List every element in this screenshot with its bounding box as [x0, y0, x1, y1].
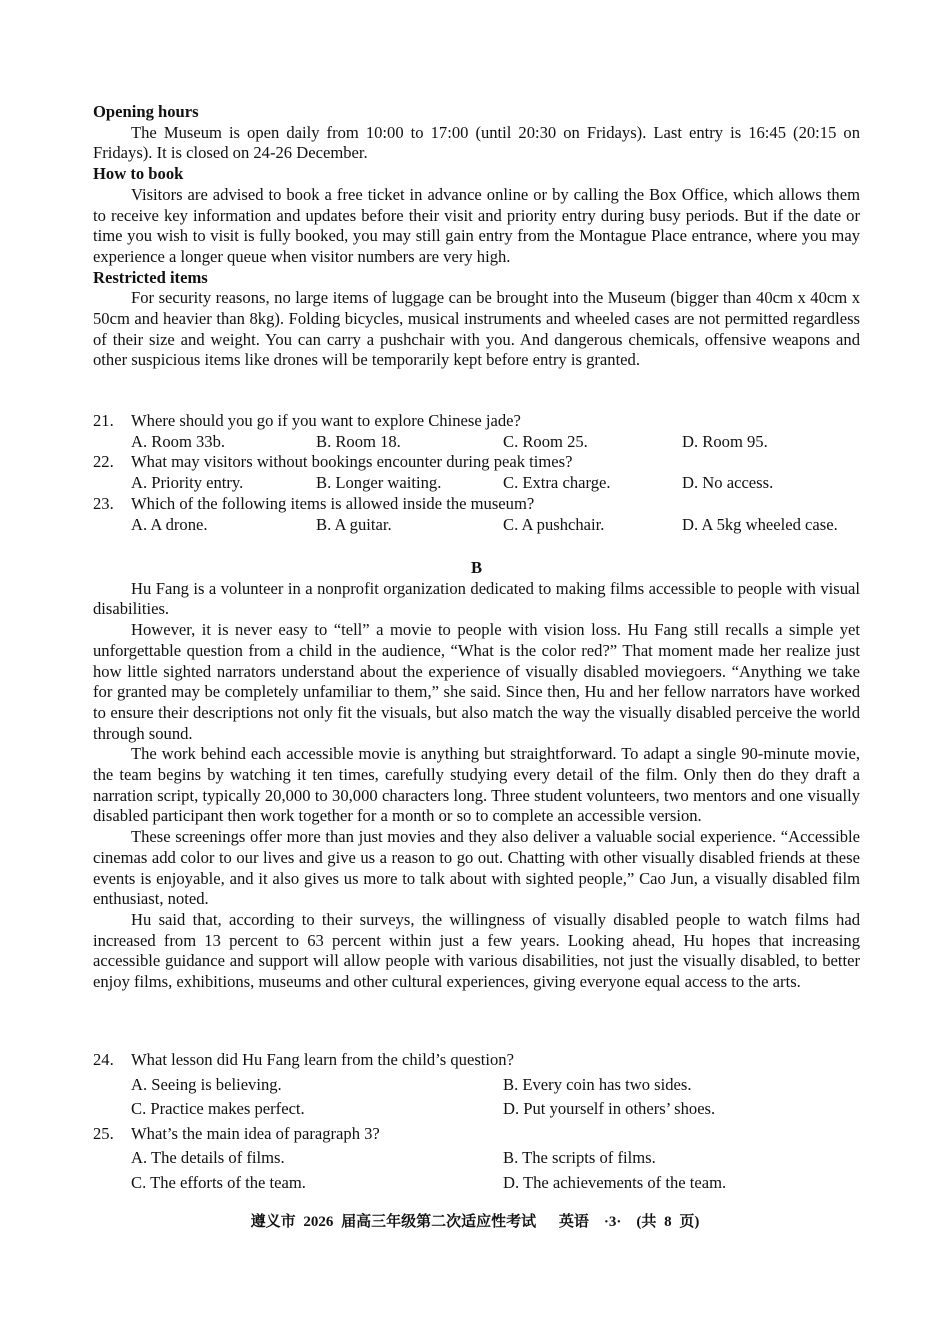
answer-option: B. The scripts of films.	[503, 1148, 656, 1167]
answer-option: A. A drone.	[131, 514, 208, 534]
how-to-book-heading: How to book	[93, 164, 184, 184]
answer-option: C. Practice makes perfect.	[131, 1099, 305, 1118]
answer-option: D. Put yourself in others’ shoes.	[503, 1099, 716, 1118]
answer-option: B. Every coin has two sides.	[503, 1074, 692, 1094]
answer-option: C. Extra charge.	[503, 473, 611, 493]
passage-paragraph: These screenings offer more than just movies and they also deliver a valuable social experience. “Accessible cinemas add color to our lives and give us a reason to go out. Chatting with other visually disabled friends at these events is enjoyable, and it also gives us more to talk about with sighted people,” Cao Jun, a visually disabled film enthusiast, noted.	[93, 827, 860, 909]
answer-option: B. A guitar.	[316, 514, 392, 534]
section-a-text	[93, 102, 860, 371]
question-22	[93, 452, 860, 473]
question-24	[93, 1048, 860, 1073]
question-number: 23.	[93, 493, 114, 513]
answer-options	[131, 515, 898, 536]
passage-paragraph: However, it is never easy to “tell” a movie to people with vision loss. Hu Fang still recalls a simple yet unforgettable question from a child in the audience, “What is the color red?” That moment made her realize just how little sighted narrators understand about the experience of visually disabled moviegoers. “Anything we take for granted may be completely unfamiliar to them,” she said. Since then, Hu and her fellow narrators have worked to ensure their descriptions not only fit the visuals, but also match the way the visually disabled perceive the world through sound.	[93, 620, 860, 743]
answer-option: D. The achievements of the team.	[503, 1172, 727, 1192]
answer-option: B. Room 18.	[316, 431, 401, 451]
question-number: 22.	[93, 452, 114, 472]
question-text: What may visitors without bookings encounter during peak times?	[131, 452, 573, 472]
questions-24-25	[93, 1048, 860, 1195]
answer-options	[131, 432, 898, 453]
answer-option: C. Room 25.	[503, 431, 588, 451]
answer-options	[131, 1146, 898, 1195]
answer-options	[131, 473, 898, 494]
answer-option: C. The efforts of the team.	[131, 1172, 306, 1192]
opening-hours-heading: Opening hours	[93, 102, 199, 121]
passage-paragraph: Hu said that, according to their surveys, the willingness of visually disabled people to watch films had increased from 13 percent to 63 percent within just a few years. Looking ahead, Hu hopes that increasing accessible guidance and support will allow people with various disabilities, not just the visually disabled, to better enjoy films, exhibitions, museums and other cultural experiences, giving everyone equal access to the arts.	[93, 909, 860, 992]
questions-21-23	[93, 411, 860, 535]
question-text: What’s the main idea of paragraph 3?	[131, 1123, 380, 1143]
question-number: 21.	[93, 411, 114, 430]
question-text: What lesson did Hu Fang learn from the child’s question?	[131, 1050, 514, 1069]
how-to-book-text: Visitors are advised to book a free ticket in advance online or by calling the Box Office, which allows them to receive key information and updates before their visit and priority entry during busy periods. But if the date or time you wish to visit is fully booked, you may still gain entry from the Montague Place entrance, where you may experience a longer queue when visitor numbers are very high.	[93, 184, 860, 266]
question-21	[93, 411, 860, 432]
answer-option: A. Room 33b.	[131, 431, 226, 451]
section-b	[93, 558, 860, 993]
answer-option: D. Room 95.	[682, 431, 768, 451]
question-text: Which of the following items is allowed inside the museum?	[131, 493, 535, 513]
question-number: 24.	[93, 1050, 114, 1069]
passage-paragraph: Hu Fang is a volunteer in a nonprofit organization dedicated to making films accessible to people with visual disabilities.	[93, 578, 860, 619]
restricted-items-text: For security reasons, no large items of luggage can be brought into the Museum (bigger than 40cm x 40cm x 50cm and heavier than 8kg). Folding bicycles, musical instruments and wheeled cases are not permitted regardless of their size and weight. You can carry a pushchair with you. And dangerous chemicals, offensive weapons and other suspicious items like drones will be temporarily kept before entry is granted.	[93, 288, 860, 370]
question-number: 25.	[93, 1123, 114, 1143]
section-b-label: B	[470, 558, 483, 577]
answer-option: A. Priority entry.	[131, 473, 244, 493]
answer-option: B. Longer waiting.	[316, 473, 442, 493]
answer-option: D. No access.	[682, 473, 774, 493]
page-footer: 遵义市 2026 届高三年级第二次适应性考试 英语 ·3· (共 8 页)	[250, 1214, 700, 1230]
answer-option: C. A pushchair.	[503, 514, 605, 534]
restricted-items-heading: Restricted items	[93, 267, 208, 287]
opening-hours-text: The Museum is open daily from 10:00 to 17:00 (until 20:30 on Fridays). Last entry is 16:45 (20:15 on Fridays). It is closed on 24-26 December.	[93, 122, 860, 163]
question-23	[93, 494, 860, 515]
answer-option: A. Seeing is believing.	[131, 1074, 282, 1094]
question-text: Where should you go if you want to explore Chinese jade?	[131, 411, 521, 430]
answer-option: A. The details of films.	[131, 1148, 285, 1167]
question-25	[93, 1122, 860, 1147]
answer-option: D. A 5kg wheeled case.	[682, 514, 838, 534]
answer-options	[131, 1073, 898, 1122]
passage-paragraph: The work behind each accessible movie is anything but straightforward. To adapt a single 90-minute movie, the team begins by watching it ten times, carefully studying every detail of the film. Only then do they draft a narration script, typically 20,000 to 30,000 characters long. Three student volunteers, two mentors and one visually disabled participant then work together for a month or so to complete an accessible version.	[93, 744, 860, 826]
